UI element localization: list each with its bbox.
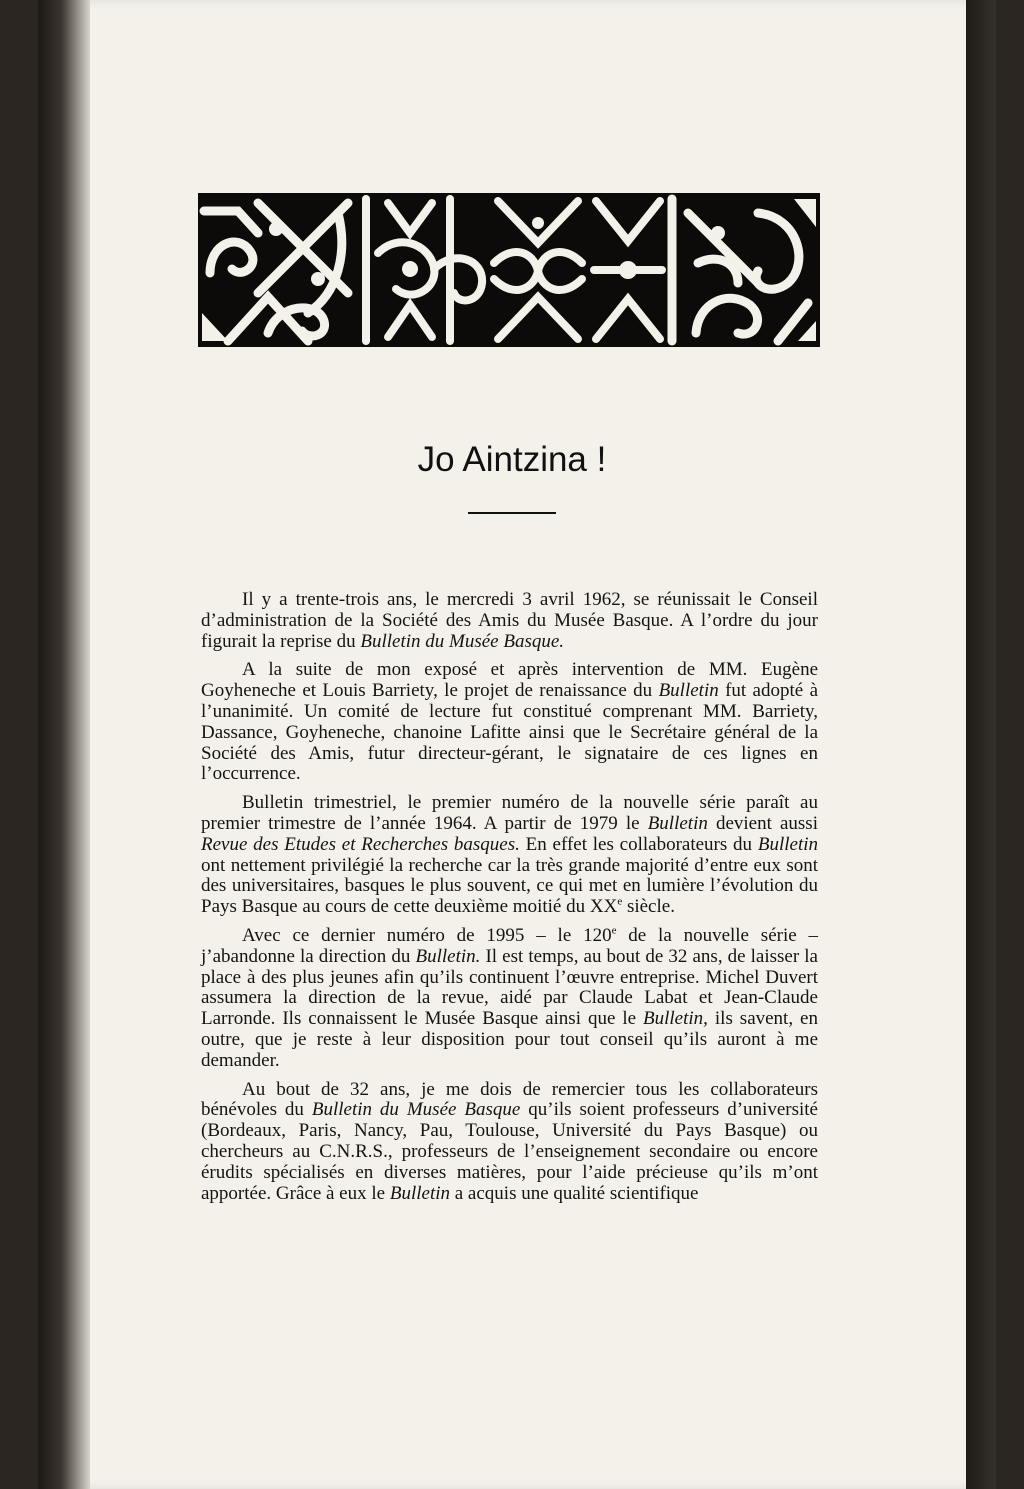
text-run: fut adopté à l’unanimité. Un comité de lecture fut constitué comprenant MM. Barriety, Dassance, Goyheneche, chanoine Lafitte ainsi que le Secrétaire général de la Société des Amis, futur directeur-gérant, le signataire de ces lignes en l’occurrence.: [201, 680, 819, 785]
superscript-run: e: [611, 924, 617, 937]
text-run: Au bout de 32 ans, je me dois de remercier tous les collaborateurs bénévoles du: [201, 1078, 818, 1121]
paragraph: [201, 793, 818, 918]
italic-run: Bulletin: [658, 680, 719, 702]
paragraph: [201, 590, 818, 652]
page-edge: [966, 0, 996, 1489]
italic-run: Bulletin.: [415, 945, 481, 967]
italic-run: Bulletin: [647, 812, 708, 834]
article-body: [201, 590, 818, 1212]
book-spine: [38, 0, 90, 1489]
text-run: ont nettement privilégié la recherche car la très grande majorité d’entre eux sont des universitaires, basques le plus souvent, ce qui met en lumière l’évolution du Pays Basque au cours de cette deuxième moitié du XX: [201, 854, 818, 918]
italic-run: Bulletin du Musée Basque: [311, 1099, 521, 1121]
italic-run: Bulletin: [757, 833, 818, 855]
italic-run: Bulletin: [389, 1182, 450, 1204]
text-run: A la suite de mon exposé et après intervention de MM. Eugène Goyheneche et Louis Barriety, le projet de renaissance du: [201, 659, 818, 702]
italic-run: Bulletin du Musée Basque.: [360, 630, 565, 652]
italic-run: Bulletin,: [643, 1008, 708, 1030]
text-run: Il y a trente-trois ans, le mercredi 3 avril 1962, se réunissait le Conseil d’administration de la Société des Amis du Musée Basque. A l’ordre du jour figurait la reprise du: [201, 589, 818, 652]
text-run: qu’ils soient professeurs d’université (Bordeaux, Paris, Nancy, Pau, Toulouse, Université du Pays Basque) ou chercheurs au C.N.R.S., professeurs de l’enseignement secondaire ou encore érudits spécialisés en diverses matières, pour l’aide précieuse qu’ils m’ont apportée. Grâce à eux le: [201, 1099, 818, 1204]
text-run: Bulletin trimestriel, le premier numéro de la nouvelle série paraît au premier trimestre de l’année 1964. A partir de 1979 le: [201, 792, 818, 834]
text-run: devient aussi: [707, 812, 818, 834]
text-run: de la nouvelle série – j’abandonne la direction du: [201, 924, 818, 967]
paragraph: [201, 660, 818, 785]
title-underline-divider: [468, 512, 556, 514]
page-title: Jo Aintzina !: [417, 440, 607, 479]
text-run: En effet les collaborateurs du: [519, 833, 758, 855]
paragraph: [201, 1080, 818, 1205]
text-run: ils savent, en outre, que je reste à leur disposition pour tout conseil qu’ils auront à me demander.: [201, 1008, 818, 1071]
text-run: Il est temps, au bout de 32 ans, de laisser la place à des plus jeunes afin qu’ils continuent l’œuvre entreprise. Michel Duvert assumera la direction de la revue, aidé par Claude Labat et Jean-Claude Larronde. Ils connaissent le Musée Basque ainsi que le: [201, 945, 818, 1030]
italic-run: Revue des Etudes et Recherches basques.: [201, 833, 520, 855]
text-run: Avec ce dernier numéro de 1995 – le 120: [242, 924, 612, 946]
basque-frieze-ornament-icon: [198, 193, 820, 347]
paragraph: [201, 926, 818, 1072]
text-run: siècle.: [622, 896, 675, 918]
text-run: a acquis une qualité scientifique: [450, 1182, 699, 1204]
superscript-run: e: [617, 895, 623, 908]
